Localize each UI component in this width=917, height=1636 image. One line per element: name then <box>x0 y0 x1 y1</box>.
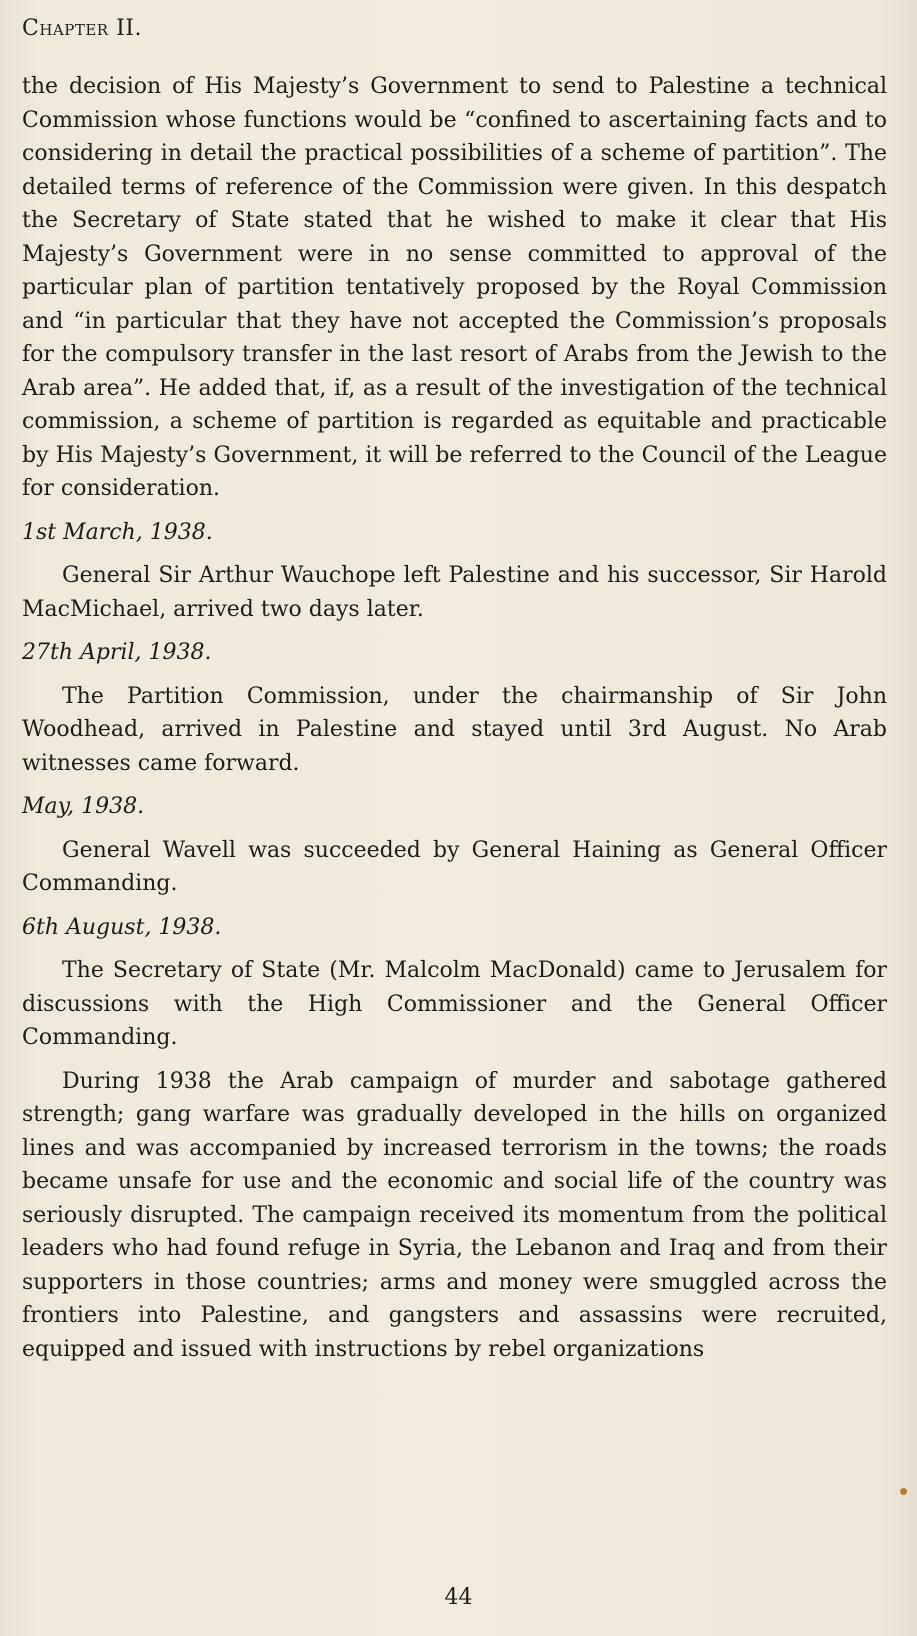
paragraph-partition-commission-despatch: the decision of His Majesty’s Government to send to Palestine a technical Commission whose functions would be “confined to ascertaining facts and to considering in detail the practical possibilities of a scheme of partition”. The detailed terms of reference of the Commission were given. In this despatch the Secretary of State stated that he wished to make it clear that His Majesty’s Government were in no sense committed to approval of the particular plan of partition tentatively proposed by the Royal Commission and “in particular that they have not accepted the Commission’s proposals for the compulsory transfer in the last resort of Arabs from the Jewish to the Arab area”. He added that, if, as a result of the investigation of the technical commission, a scheme of partition is regarded as equitable and practicable by His Majesty’s Government, it will be referred to the Council of the League for consideration. <box>22 74 887 501</box>
paragraph-secretary-visit: The Secretary of State (Mr. Malcolm MacDonald) came to Jerusalem for discussions with the High Commissioner and the General Officer Commanding. <box>22 958 887 1050</box>
body-text <box>22 70 887 1376</box>
date-heading-march-1938: 1st March, 1938. <box>22 519 213 545</box>
paragraph-wavell-succession: General Wavell was succeeded by General Haining as General Officer Commanding. <box>22 837 887 896</box>
paragraph-partition-commission-arrival: The Partition Commission, under the chairmanship of Sir John Woodhead, arrived in Palestine and stayed until 3rd August. No Arab witnesses came forward. <box>22 683 887 776</box>
date-heading-april-1938: 27th April, 1938. <box>22 640 212 665</box>
paragraph-wauchope-departure: General Sir Arthur Wauchope left Palestine and his successor, Sir Harold MacMichael, arrived two days later. <box>22 563 887 622</box>
page-number: 44 <box>444 1585 473 1610</box>
paragraph-arab-campaign: During 1938 the Arab campaign of murder and sabotage gathered strength; gang warfare was gradually developed in the hills on organized lines and was accompanied by increased terrorism in the towns; the roads became unsafe for use and the economic and social life of the country was seriously disrupted. The campaign received its momentum from the political leaders who had found refuge in Syria, the Lebanon and Iraq and from their supporters in those countries; arms and money were smuggled across the frontiers into Palestine, and gangsters and assassins were recruited, equipped and issued with instructions by rebel organizations <box>22 1068 887 1362</box>
date-heading-may-1938: May, 1938. <box>22 794 145 819</box>
ink-smudge <box>900 1488 907 1495</box>
chapter-heading: Chapter II. <box>22 16 142 41</box>
date-heading-august-1938: 6th August, 1938. <box>22 914 222 940</box>
